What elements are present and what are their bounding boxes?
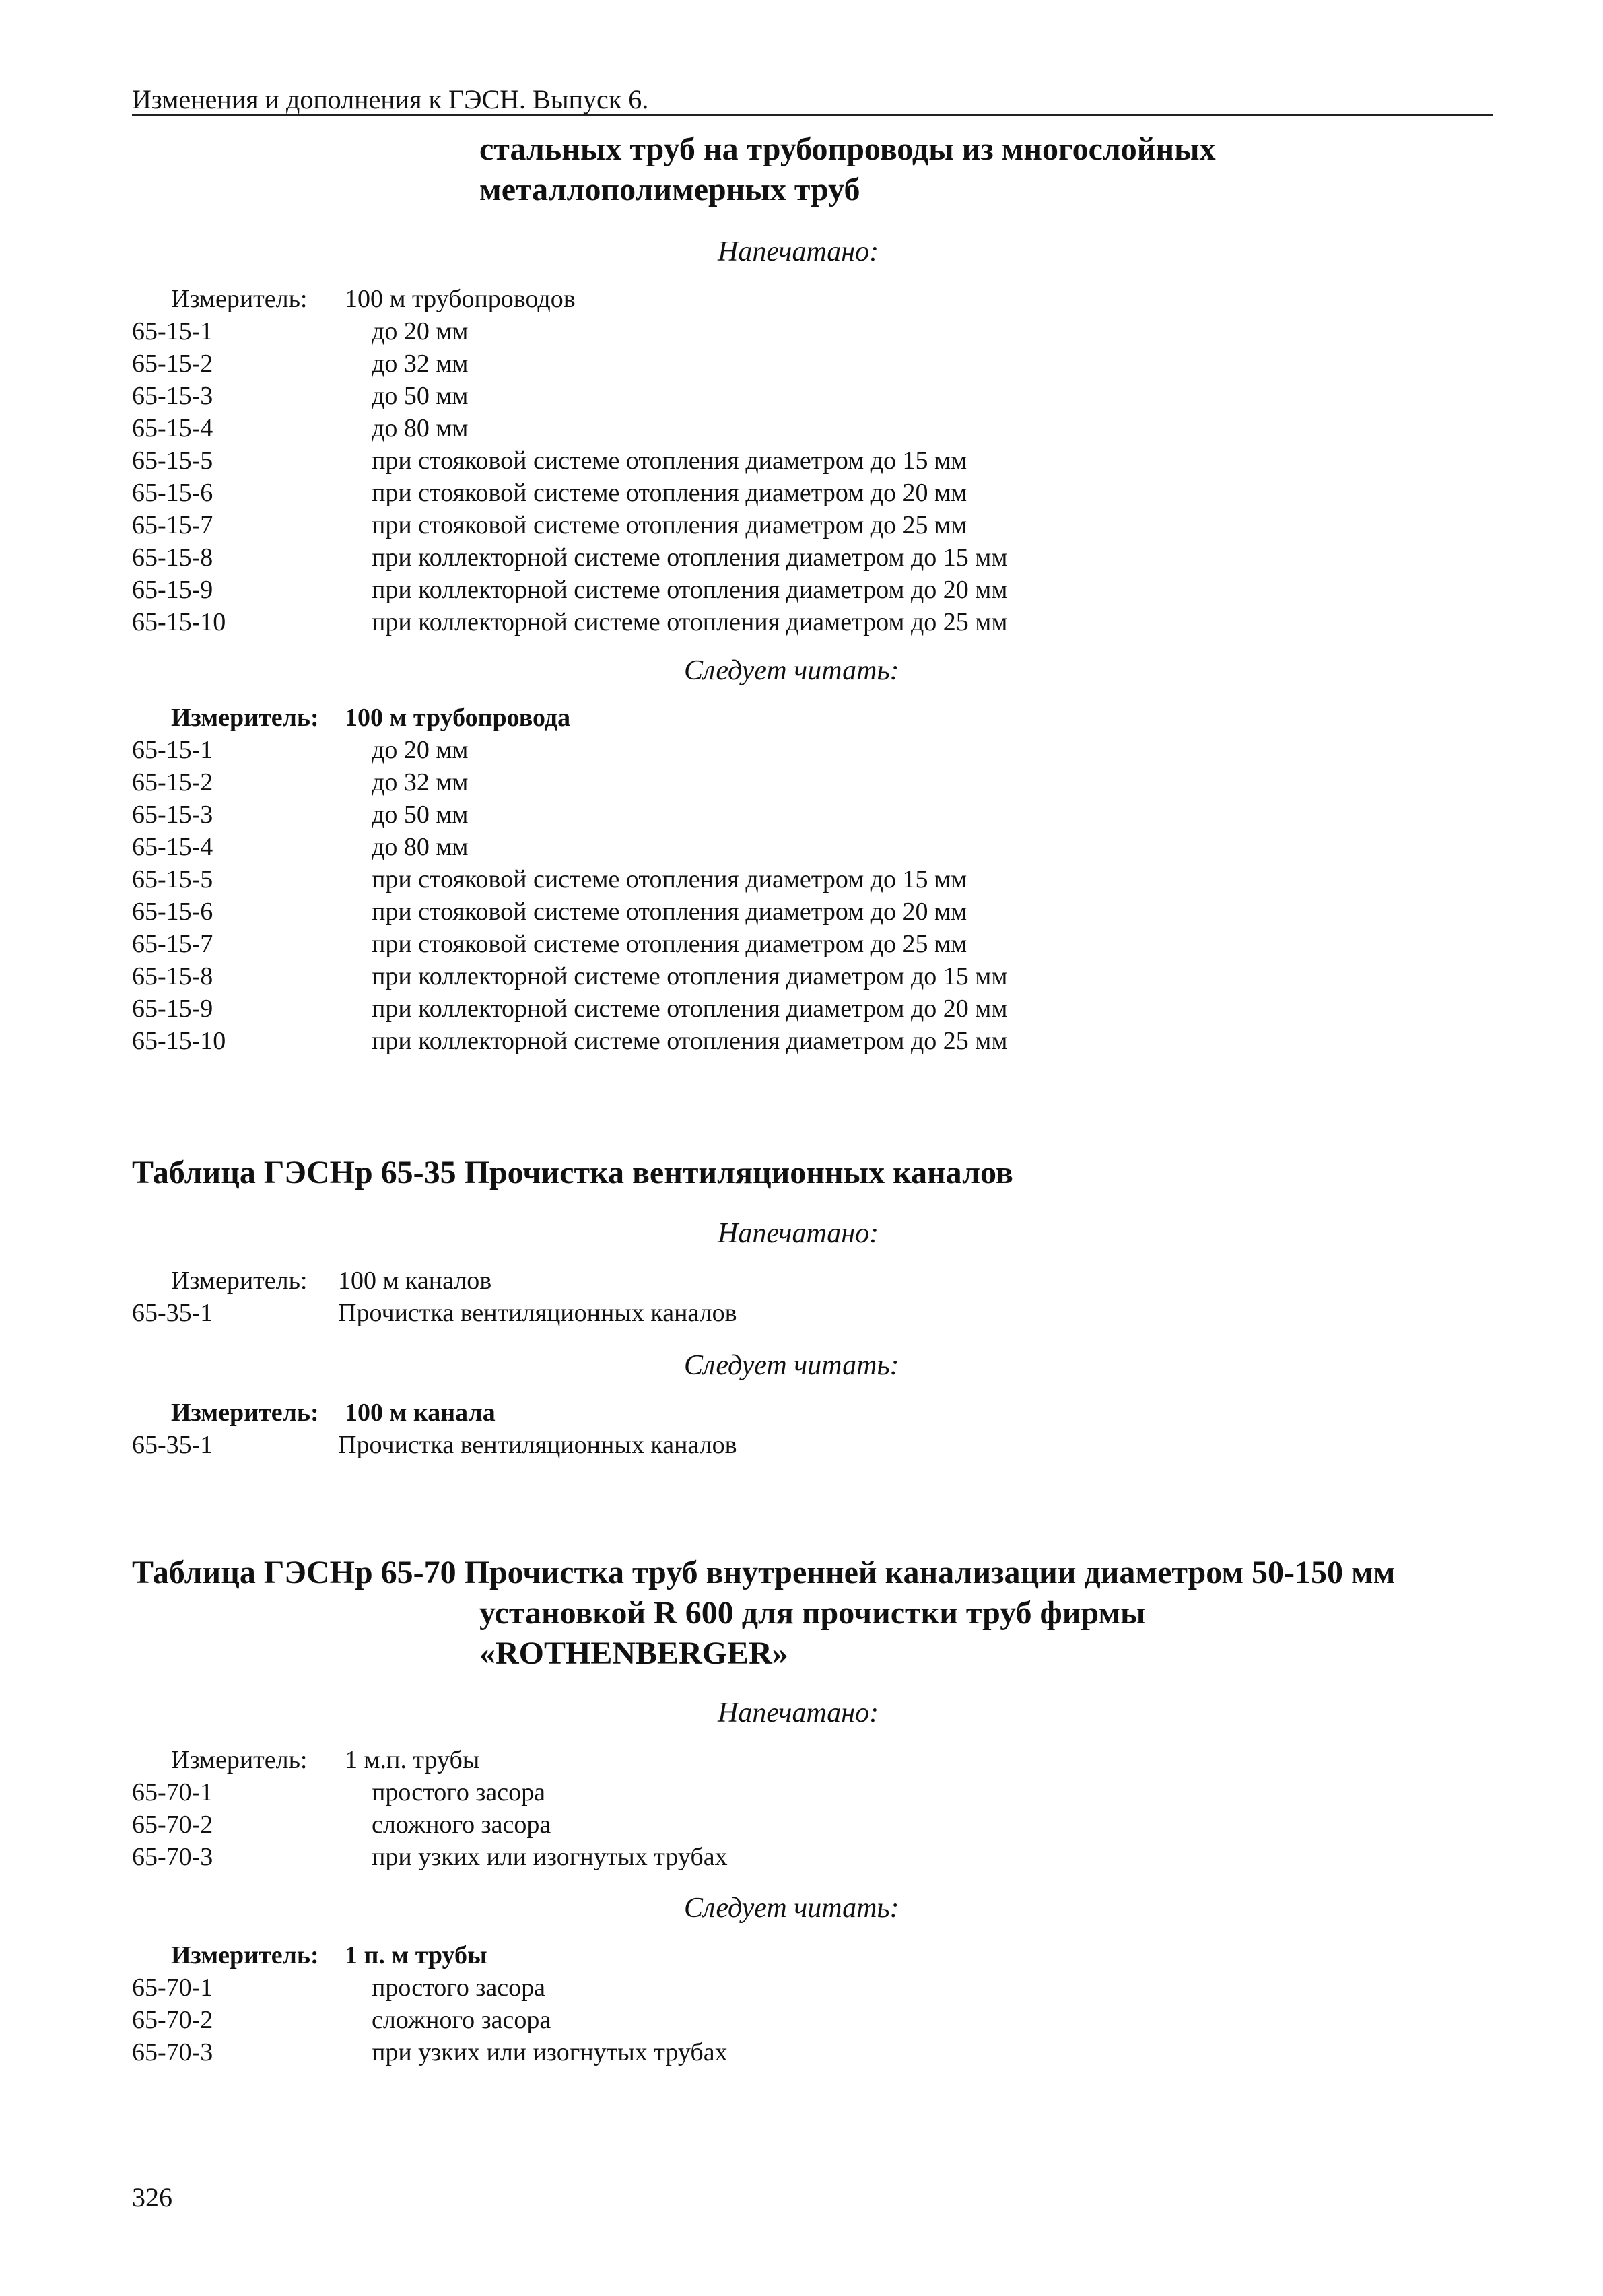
item-text: Прочистка вентиляционных каналов	[338, 1431, 737, 1459]
item-code: 65-35-1	[132, 1431, 213, 1459]
item-code: 65-15-8	[132, 962, 213, 990]
item-text: сложного засора	[372, 1811, 551, 1839]
printed-label: Напечатано:	[718, 236, 879, 267]
item-code: 65-70-2	[132, 2006, 213, 2034]
header-rule	[132, 114, 1493, 116]
list-item	[132, 315, 1007, 347]
list-item	[132, 928, 1007, 960]
item-text: до 50 мм	[372, 382, 469, 410]
item-code: 65-15-7	[132, 511, 213, 539]
item-text: при стояковой системе отопления диаметром до 20 мм	[372, 479, 967, 507]
item-text: до 80 мм	[372, 833, 469, 861]
meter-row	[132, 1744, 728, 1776]
item-code: 65-15-9	[132, 994, 213, 1023]
running-header: Изменения и дополнения к ГЭСН. Выпуск 6.	[132, 84, 649, 114]
heading-line: Таблица ГЭСНр 65-70 Прочистка труб внутренней канализации диаметром 50-150 мм	[132, 1555, 1396, 1590]
item-text: при коллекторной системе отопления диаметром до 25 мм	[372, 608, 1008, 636]
item-text: сложного засора	[372, 2006, 551, 2034]
list-item	[132, 863, 1007, 896]
item-text: до 80 мм	[372, 414, 469, 442]
item-code: 65-15-3	[132, 382, 213, 410]
meter-row	[132, 1396, 737, 1429]
list-item	[132, 1841, 728, 1873]
section-2-corrected-list	[132, 1396, 737, 1461]
list-item	[132, 896, 1007, 928]
heading-line: «ROTHENBERGER»	[479, 1635, 788, 1671]
item-code: 65-15-8	[132, 543, 213, 572]
item-text: при коллекторной системе отопления диаметром до 25 мм	[372, 1027, 1008, 1055]
meter-label: Измеритель:	[171, 1398, 319, 1427]
meter-value: 100 м трубопроводов	[345, 285, 576, 313]
item-text: при стояковой системе отопления диаметром до 15 мм	[372, 446, 967, 475]
list-item	[132, 1776, 728, 1809]
item-code: 65-15-1	[132, 317, 213, 345]
list-item	[132, 1809, 728, 1841]
item-text: при узких или изогнутых трубах	[372, 2038, 728, 2066]
list-item	[132, 960, 1007, 992]
list-item	[132, 831, 1007, 863]
item-code: 65-70-3	[132, 2038, 213, 2066]
item-text: простого засора	[372, 1973, 546, 2002]
meter-label: Измеритель:	[171, 1267, 308, 1295]
table-heading: Таблица ГЭСНр 65-35 Прочистка вентиляционных каналов	[132, 1155, 1013, 1190]
corrected-label: Следует читать:	[684, 1350, 899, 1381]
list-item	[132, 2036, 728, 2068]
item-text: до 20 мм	[372, 317, 469, 345]
item-code: 65-70-3	[132, 1843, 213, 1871]
meter-label: Измеритель:	[171, 285, 308, 313]
list-item	[132, 992, 1007, 1025]
list-item	[132, 606, 1007, 638]
item-code: 65-15-1	[132, 736, 213, 764]
list-item	[132, 1971, 728, 2004]
item-text: при коллекторной системе отопления диаметром до 15 мм	[372, 543, 1008, 572]
corrected-label: Следует читать:	[684, 1893, 899, 1924]
list-item	[132, 734, 1007, 766]
section-1-corrected-list	[132, 702, 1007, 1057]
item-code: 65-15-10	[132, 1027, 226, 1055]
item-text: при коллекторной системе отопления диаметром до 20 мм	[372, 576, 1008, 604]
list-item	[132, 766, 1007, 799]
item-text: при стояковой системе отопления диаметром до 25 мм	[372, 511, 967, 539]
meter-value: 1 п. м трубы	[345, 1941, 487, 1969]
list-item	[132, 1429, 737, 1461]
meter-row	[132, 702, 1007, 734]
heading-line: установкой R 600 для прочистки труб фирмы	[479, 1595, 1146, 1631]
meter-label: Измеритель:	[171, 704, 319, 732]
list-item	[132, 541, 1007, 574]
list-item	[132, 1025, 1007, 1057]
corrected-label: Следует читать:	[684, 655, 899, 686]
continued-heading: стальных труб на трубопроводы из многослойных металлополимерных труб	[479, 131, 1216, 207]
list-item	[132, 412, 1007, 444]
printed-label: Напечатано:	[718, 1697, 879, 1728]
item-code: 65-15-6	[132, 479, 213, 507]
meter-row	[132, 1939, 728, 1971]
list-item	[132, 380, 1007, 412]
page-number: 326	[132, 2182, 172, 2213]
meter-label: Измеритель:	[171, 1941, 319, 1969]
list-item	[132, 799, 1007, 831]
meter-value: 100 м трубопровода	[345, 704, 571, 732]
item-code: 65-15-5	[132, 446, 213, 475]
item-code: 65-15-2	[132, 349, 213, 378]
item-code: 65-70-1	[132, 1973, 213, 2002]
item-text: Прочистка вентиляционных каналов	[338, 1299, 737, 1327]
item-text: до 32 мм	[372, 768, 469, 797]
item-text: до 20 мм	[372, 736, 469, 764]
item-code: 65-15-5	[132, 865, 213, 893]
section-3-corrected-list	[132, 1939, 728, 2068]
printed-label: Напечатано:	[718, 1218, 879, 1249]
item-code: 65-15-10	[132, 608, 226, 636]
item-text: простого засора	[372, 1778, 546, 1807]
item-text: при узких или изогнутых трубах	[372, 1843, 728, 1871]
meter-value: 100 м канала	[345, 1398, 496, 1427]
item-text: при стояковой системе отопления диаметром до 15 мм	[372, 865, 967, 893]
item-code: 65-15-4	[132, 833, 213, 861]
meter-row	[132, 283, 1007, 315]
list-item	[132, 509, 1007, 541]
item-code: 65-35-1	[132, 1299, 213, 1327]
item-text: до 50 мм	[372, 801, 469, 829]
list-item	[132, 2004, 728, 2036]
list-item	[132, 347, 1007, 380]
list-item	[132, 574, 1007, 606]
item-text: до 32 мм	[372, 349, 469, 378]
item-text: при коллекторной системе отопления диаметром до 20 мм	[372, 994, 1008, 1023]
item-code: 65-70-2	[132, 1811, 213, 1839]
meter-label: Измеритель:	[171, 1746, 308, 1774]
item-code: 65-15-7	[132, 930, 213, 958]
meter-value: 1 м.п. трубы	[345, 1746, 480, 1774]
meter-value: 100 м каналов	[338, 1267, 492, 1295]
section-3-printed-list	[132, 1744, 728, 1873]
list-item	[132, 444, 1007, 477]
section-1-printed-list	[132, 283, 1007, 638]
table-heading	[132, 1553, 1505, 1674]
section-2-printed-list	[132, 1264, 737, 1329]
item-text: при коллекторной системе отопления диаметром до 15 мм	[372, 962, 1008, 990]
list-item	[132, 477, 1007, 509]
list-item	[132, 1297, 737, 1329]
item-code: 65-15-4	[132, 414, 213, 442]
item-code: 65-15-9	[132, 576, 213, 604]
item-code: 65-15-6	[132, 898, 213, 926]
item-code: 65-70-1	[132, 1778, 213, 1807]
item-code: 65-15-2	[132, 768, 213, 797]
meter-row	[132, 1264, 737, 1297]
item-text: при стояковой системе отопления диаметром до 20 мм	[372, 898, 967, 926]
item-text: при стояковой системе отопления диаметром до 25 мм	[372, 930, 967, 958]
item-code: 65-15-3	[132, 801, 213, 829]
